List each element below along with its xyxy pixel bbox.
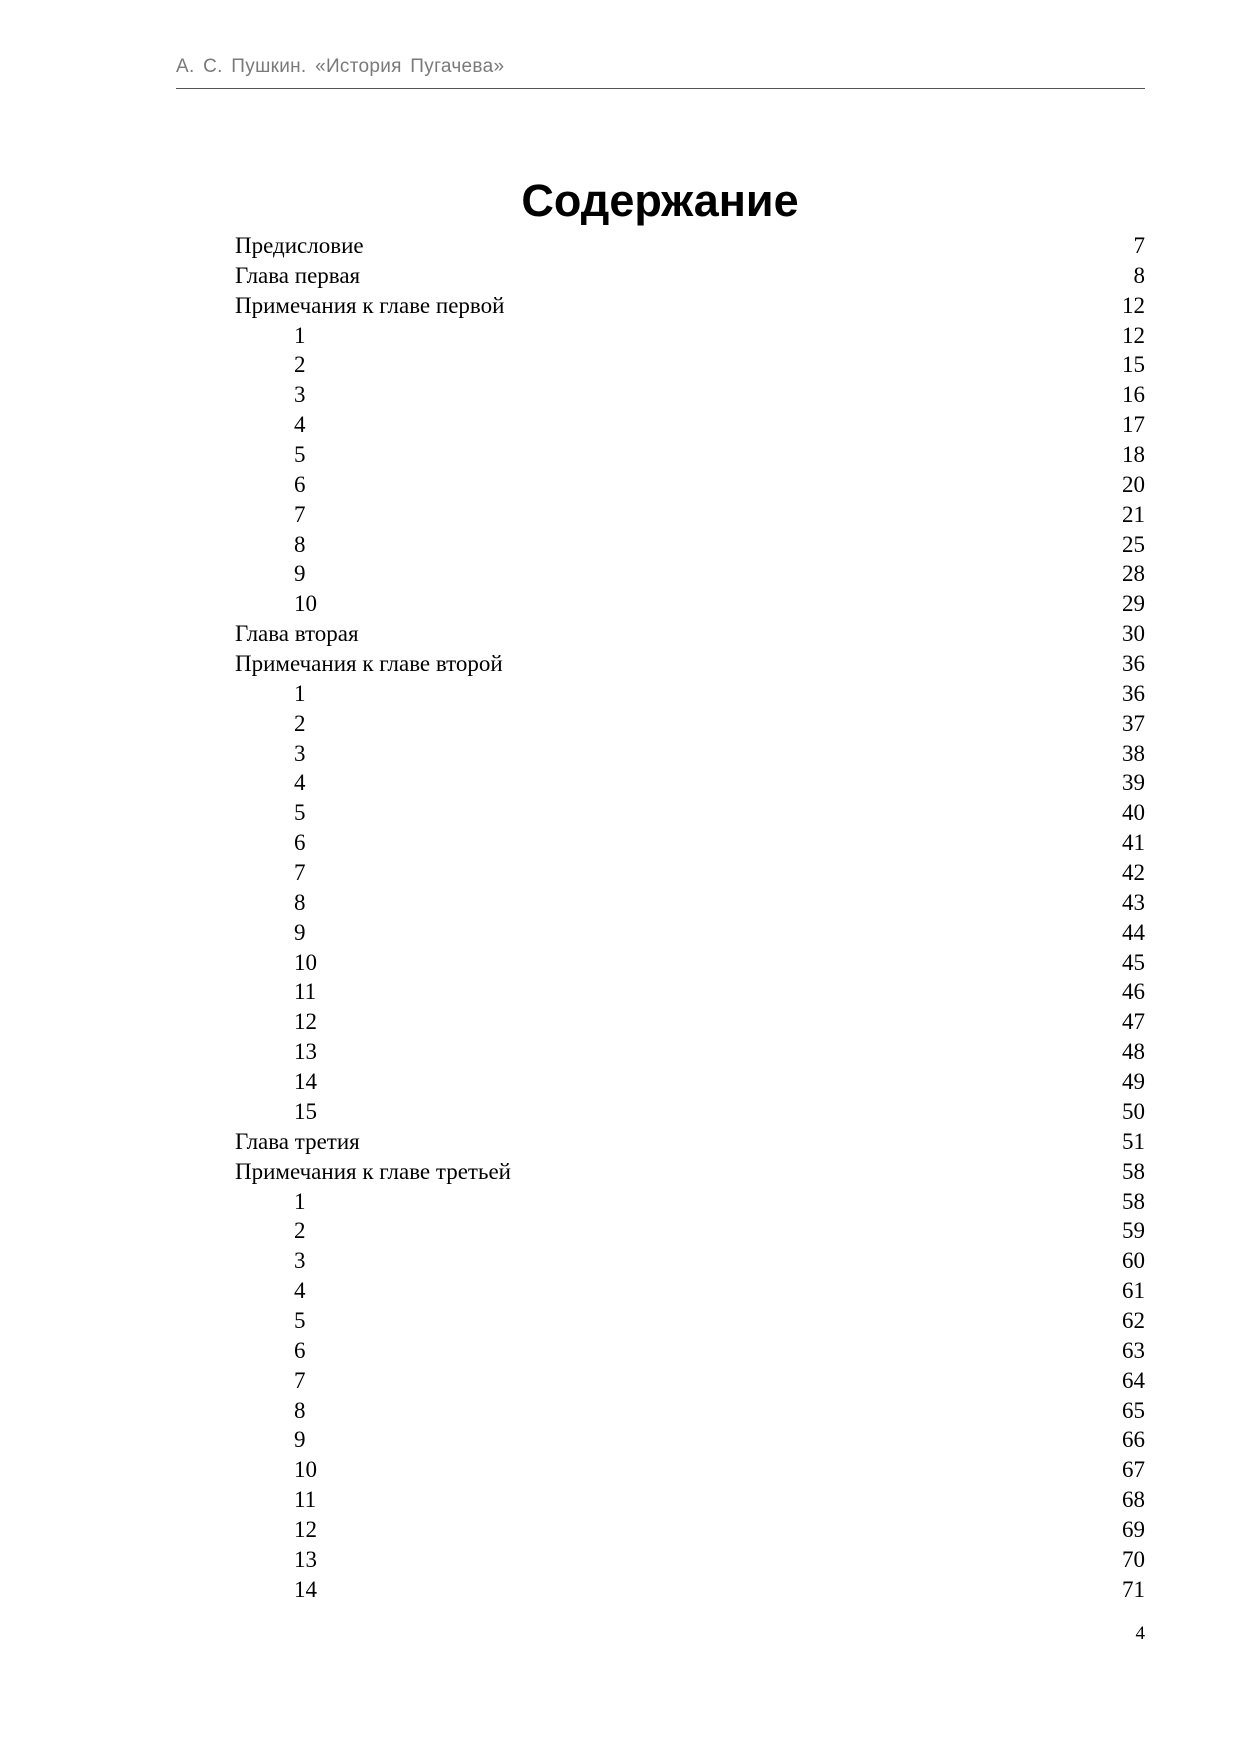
toc-subentry[interactable] bbox=[235, 1097, 1145, 1127]
toc-subentry[interactable] bbox=[235, 1575, 1145, 1605]
toc-subentry[interactable] bbox=[235, 1276, 1145, 1306]
toc-subentry[interactable] bbox=[235, 350, 1145, 380]
toc-entry-label: 13 bbox=[294, 1546, 317, 1572]
toc-entry-page: 71 bbox=[1122, 1576, 1145, 1602]
toc-entry-label: 2 bbox=[294, 1218, 306, 1244]
toc-entry-label: 10 bbox=[294, 1457, 317, 1483]
toc-entry-label: 5 bbox=[294, 442, 306, 468]
toc-entry[interactable] bbox=[235, 649, 1145, 679]
toc-subentry[interactable] bbox=[235, 798, 1145, 828]
toc-subentry[interactable] bbox=[235, 977, 1145, 1007]
toc-subentry[interactable] bbox=[235, 1216, 1145, 1246]
toc-subentry[interactable] bbox=[235, 1396, 1145, 1426]
toc-entry-page: 17 bbox=[1122, 412, 1145, 438]
running-header: А. С. Пушкин. «История Пугачева» bbox=[176, 56, 505, 77]
toc-entry-label: Глава третия bbox=[235, 1128, 360, 1154]
toc-entry-label: Предисловие bbox=[235, 233, 364, 258]
toc-subentry[interactable] bbox=[235, 1336, 1145, 1366]
toc-entry-page: 59 bbox=[1122, 1218, 1145, 1244]
toc-entry-label: 6 bbox=[294, 1337, 306, 1363]
toc-entry-label: 6 bbox=[294, 471, 306, 497]
toc-entry-label: 9 bbox=[294, 561, 306, 587]
toc-entry-label: 3 bbox=[294, 382, 306, 408]
toc-entry-label: 7 bbox=[294, 860, 306, 886]
toc-subentry[interactable] bbox=[235, 1485, 1145, 1515]
toc-subentry[interactable] bbox=[235, 828, 1145, 858]
toc-subentry[interactable] bbox=[235, 948, 1145, 978]
toc-subentry[interactable] bbox=[235, 858, 1145, 888]
toc-entry-page: 30 bbox=[1122, 621, 1145, 647]
toc-subentry[interactable] bbox=[235, 918, 1145, 948]
toc-subentry[interactable] bbox=[235, 1455, 1145, 1485]
toc-entry-label: 3 bbox=[294, 1248, 306, 1274]
toc-entry-label: 8 bbox=[294, 531, 306, 557]
page-title: Содержание bbox=[521, 175, 799, 227]
toc-subentry[interactable] bbox=[235, 380, 1145, 410]
toc-entry-page: 51 bbox=[1122, 1128, 1145, 1154]
toc-entry-page: 20 bbox=[1122, 471, 1145, 497]
toc-entry-page: 63 bbox=[1122, 1337, 1145, 1363]
toc-entry-page: 70 bbox=[1122, 1546, 1145, 1572]
toc-entry-label: 1 bbox=[294, 680, 306, 706]
toc-entry-page: 45 bbox=[1122, 949, 1145, 975]
toc-subentry[interactable] bbox=[235, 679, 1145, 709]
toc-subentry[interactable] bbox=[235, 1306, 1145, 1336]
toc-entry-label: 12 bbox=[294, 1009, 317, 1035]
toc-entry-label: 4 bbox=[294, 770, 306, 796]
toc-entry-page: 39 bbox=[1122, 770, 1145, 796]
toc-entry[interactable] bbox=[235, 291, 1145, 321]
toc-entry-page: 16 bbox=[1122, 382, 1145, 408]
toc-entry-label: Примечания к главе третьей bbox=[235, 1158, 511, 1184]
toc-subentry[interactable] bbox=[235, 888, 1145, 918]
toc-subentry[interactable] bbox=[235, 1366, 1145, 1396]
toc-entry-page: 64 bbox=[1122, 1367, 1145, 1393]
toc-entry-page: 62 bbox=[1122, 1307, 1145, 1333]
toc-entry-label: 14 bbox=[294, 1069, 317, 1095]
toc-subentry[interactable] bbox=[235, 410, 1145, 440]
toc-entry-page: 66 bbox=[1122, 1427, 1145, 1453]
toc-entry-label: 1 bbox=[294, 322, 306, 348]
toc-entry-page: 58 bbox=[1122, 1158, 1145, 1184]
toc-subentry[interactable] bbox=[235, 470, 1145, 500]
toc-entry-page: 46 bbox=[1122, 979, 1145, 1005]
toc-entry-label: 5 bbox=[294, 1307, 306, 1333]
toc-entry-page: 15 bbox=[1122, 352, 1145, 378]
toc-subentry[interactable] bbox=[235, 1037, 1145, 1067]
toc-entry-page: 25 bbox=[1122, 531, 1145, 557]
toc-subentry[interactable] bbox=[235, 321, 1145, 351]
toc-subentry[interactable] bbox=[235, 440, 1145, 470]
toc-entry-label: 6 bbox=[294, 830, 306, 856]
toc-subentry[interactable] bbox=[235, 739, 1145, 769]
toc-entry-page: 12 bbox=[1122, 292, 1145, 318]
page-number: 4 bbox=[1135, 1623, 1145, 1644]
toc-entry-page: 50 bbox=[1122, 1098, 1145, 1124]
table-of-contents bbox=[235, 231, 1145, 1605]
toc-entry-label: Глава первая bbox=[235, 262, 361, 288]
toc-entry-page: 43 bbox=[1122, 889, 1145, 915]
toc-entry-label: 1 bbox=[294, 1188, 306, 1214]
toc-entry-page: 65 bbox=[1122, 1397, 1145, 1423]
toc-entry[interactable] bbox=[235, 261, 1145, 291]
toc-subentry[interactable] bbox=[235, 1187, 1145, 1217]
toc-entry-label: 4 bbox=[294, 412, 306, 438]
toc-entry-label: 8 bbox=[294, 1397, 306, 1423]
toc-entry-page: 69 bbox=[1122, 1516, 1145, 1542]
toc-entry-page: 48 bbox=[1122, 1039, 1145, 1065]
toc-entry-page: 61 bbox=[1122, 1278, 1145, 1304]
toc-subentry[interactable] bbox=[235, 709, 1145, 739]
toc-entry-label: 9 bbox=[294, 919, 306, 945]
toc-entry-page: 8 bbox=[1133, 262, 1145, 288]
toc-subentry[interactable] bbox=[235, 1515, 1145, 1545]
toc-subentry[interactable] bbox=[235, 1545, 1145, 1575]
toc-entry[interactable] bbox=[235, 1127, 1145, 1157]
toc-subentry[interactable] bbox=[235, 1067, 1145, 1097]
toc-subentry[interactable] bbox=[235, 500, 1145, 530]
toc-entry-label: 10 bbox=[294, 949, 317, 975]
toc-entry-label: 10 bbox=[294, 591, 317, 617]
toc-entry-label: 13 bbox=[294, 1039, 317, 1065]
header-divider bbox=[176, 88, 1145, 89]
toc-entry-label: Примечания к главе второй bbox=[235, 651, 503, 677]
toc-entry-label: 11 bbox=[294, 1487, 317, 1513]
toc-entry-label: Глава вторая bbox=[235, 621, 359, 647]
toc-entry-page: 60 bbox=[1122, 1248, 1145, 1274]
toc-entry-page: 47 bbox=[1122, 1009, 1145, 1035]
toc-entry-page: 41 bbox=[1122, 830, 1145, 856]
toc-entry-label: 12 bbox=[294, 1516, 317, 1542]
toc-entry-page: 38 bbox=[1122, 740, 1145, 766]
toc-entry-label: 2 bbox=[294, 352, 306, 378]
toc-subentry[interactable] bbox=[235, 1007, 1145, 1037]
toc-entry-label: 7 bbox=[294, 1367, 306, 1393]
toc-entry-page: 67 bbox=[1122, 1457, 1145, 1483]
toc-entry-label: 14 bbox=[294, 1576, 317, 1602]
toc-entry-page: 68 bbox=[1122, 1487, 1145, 1513]
toc-entry-page: 21 bbox=[1122, 501, 1145, 527]
toc-entry-label: 15 bbox=[294, 1098, 317, 1124]
toc-subentry[interactable] bbox=[235, 559, 1145, 589]
toc-subentry[interactable] bbox=[235, 1246, 1145, 1276]
toc-entry-label: Примечания к главе первой bbox=[235, 292, 505, 318]
toc-entry-label: 9 bbox=[294, 1427, 306, 1453]
toc-entry-label: 8 bbox=[294, 889, 306, 915]
toc-entry-label: 7 bbox=[294, 501, 306, 527]
toc-entry-page: 36 bbox=[1122, 651, 1145, 677]
toc-entry-page: 37 bbox=[1122, 710, 1145, 736]
toc-entry[interactable] bbox=[235, 1157, 1145, 1187]
toc-entry-page: 12 bbox=[1122, 322, 1145, 348]
toc-subentry[interactable] bbox=[235, 589, 1145, 619]
toc-entry-label: 4 bbox=[294, 1278, 306, 1304]
toc-entry-page: 29 bbox=[1122, 591, 1145, 617]
toc-subentry[interactable] bbox=[235, 1425, 1145, 1455]
toc-entry-page: 42 bbox=[1122, 860, 1145, 886]
toc-entry-page: 49 bbox=[1122, 1069, 1145, 1095]
toc-subentry[interactable] bbox=[235, 768, 1145, 798]
toc-entry-page: 18 bbox=[1122, 442, 1145, 468]
toc-entry[interactable] bbox=[235, 619, 1145, 649]
toc-entry-page: 58 bbox=[1122, 1188, 1145, 1214]
toc-entry-label: 5 bbox=[294, 800, 306, 826]
toc-subentry[interactable] bbox=[235, 530, 1145, 560]
toc-entry-page: 40 bbox=[1122, 800, 1145, 826]
toc-entry-label: 2 bbox=[294, 710, 306, 736]
toc-entry-page: 44 bbox=[1122, 919, 1145, 945]
toc-entry-label: 3 bbox=[294, 740, 306, 766]
toc-entry-label: 11 bbox=[294, 979, 317, 1005]
toc-entry-page: 7 bbox=[1133, 233, 1145, 258]
toc-entry-page: 28 bbox=[1122, 561, 1145, 587]
toc-entry-page: 36 bbox=[1122, 680, 1145, 706]
toc-entry[interactable] bbox=[235, 231, 1145, 261]
